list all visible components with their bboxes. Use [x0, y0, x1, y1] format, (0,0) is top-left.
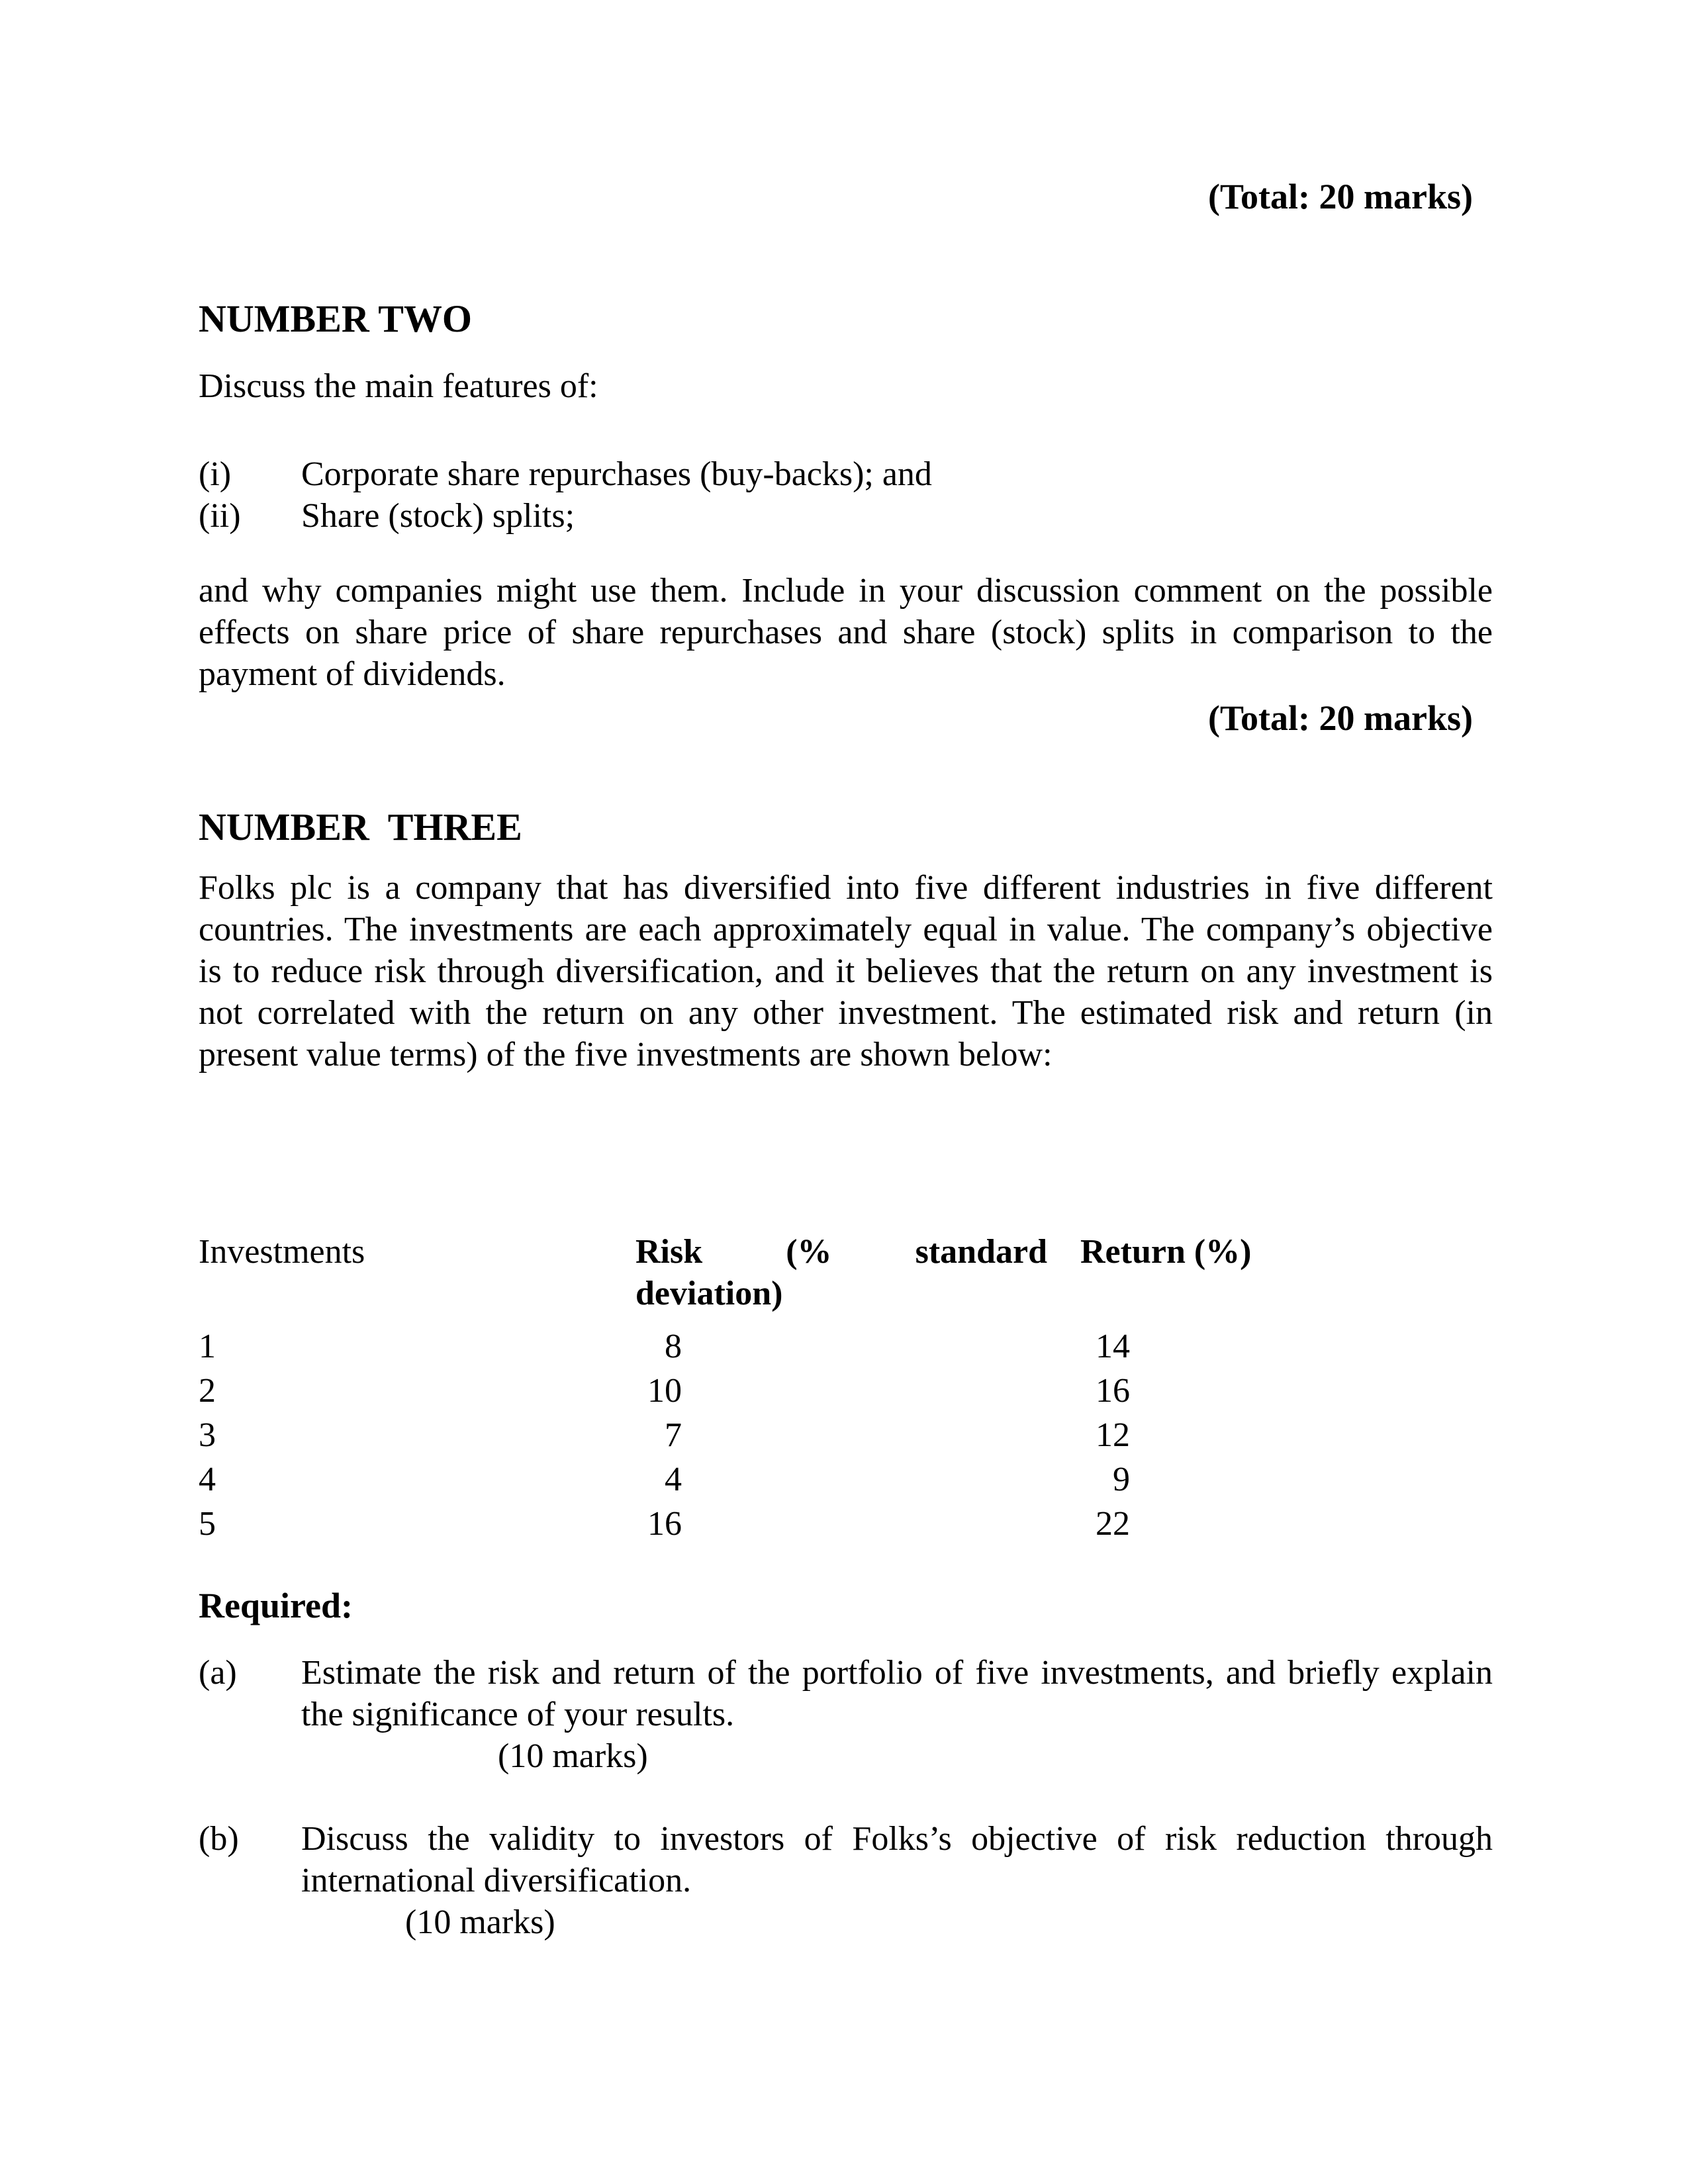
header-risk: Risk (% standard deviation) — [635, 1233, 1047, 1312]
required-item-a-text: Estimate the risk and return of the portfolio of five investments, and briefly explain the significance of your results. — [301, 1654, 1493, 1733]
required-heading: Required: — [199, 1586, 353, 1625]
cell-return — [1047, 1502, 1493, 1546]
investments-table-rows — [199, 1324, 1493, 1546]
cell-investment: 2 — [199, 1372, 216, 1410]
required-item-a-label: (a) — [199, 1654, 237, 1692]
heading-number-three: NUMBER THREE — [199, 805, 522, 848]
required-item-a — [199, 1652, 1493, 1777]
risk-value: 10 — [647, 1372, 682, 1410]
investments-table-header — [199, 1231, 1493, 1314]
return-value: 12 — [1096, 1416, 1130, 1454]
list-item-i-label: (i) — [199, 455, 232, 493]
risk-value: 8 — [665, 1328, 682, 1365]
intro-text: Discuss the main features of: — [199, 367, 598, 405]
cell-return — [1047, 1324, 1493, 1369]
table-row — [199, 1413, 1493, 1457]
table-row — [199, 1324, 1493, 1369]
cell-investment: 5 — [199, 1505, 216, 1543]
required-item-a-body — [301, 1652, 1493, 1777]
return-value: 9 — [1113, 1461, 1130, 1498]
header-return: Return (%) — [1080, 1233, 1252, 1271]
cell-investment: 4 — [199, 1461, 216, 1498]
cell-risk — [635, 1324, 1047, 1369]
cell-return — [1047, 1369, 1493, 1413]
required-item-b-text: Discuss the validity to investors of Folks’s objective of risk reduction through international diversification. — [301, 1820, 1493, 1899]
cell-risk — [635, 1413, 1047, 1457]
cell-risk — [635, 1502, 1047, 1546]
header-investments: Investments — [199, 1233, 365, 1271]
roman-list — [199, 453, 1493, 537]
cell-investment: 3 — [199, 1416, 216, 1454]
required-item-b — [199, 1818, 1493, 1943]
cell-risk — [635, 1457, 1047, 1502]
list-item-ii — [199, 495, 1493, 537]
list-item-ii-label: (ii) — [199, 497, 241, 535]
list-item-i — [199, 453, 1493, 495]
return-value: 16 — [1096, 1372, 1130, 1410]
required-item-b-label: (b) — [199, 1820, 239, 1858]
investments-table — [199, 1231, 1493, 1546]
table-row — [199, 1369, 1493, 1413]
cell-risk — [635, 1369, 1047, 1413]
total-marks-line-two: (Total: 20 marks) — [1208, 698, 1473, 738]
required-item-a-marks: (10 marks) — [498, 1737, 648, 1775]
list-item-i-text: Corporate share repurchases (buy-backs); and — [301, 455, 932, 493]
risk-value: 16 — [647, 1505, 682, 1543]
required-item-b-marks: (10 marks) — [405, 1903, 555, 1941]
number-two-paragraph: and why companies might use them. Include in your discussion comment on the possible effects on share price of share repurchases and share (stock) splits in comparison to the payment of dividends. — [199, 572, 1493, 693]
cell-return — [1047, 1413, 1493, 1457]
cell-return — [1047, 1457, 1493, 1502]
risk-value: 4 — [665, 1461, 682, 1498]
total-marks-line-top: (Total: 20 marks) — [1208, 177, 1473, 216]
number-three-paragraph: Folks plc is a company that has diversified into five different industries in five different countries. The investments are each approximately equal in value. The company’s objective is to reduce risk through diversification, and it believes that the return on any investment is not correlated with the return on any other investment. The estimated risk and return (in present value terms) of the five investments are shown below: — [199, 869, 1493, 1073]
heading-number-two: NUMBER TWO — [199, 297, 473, 340]
cell-investment: 1 — [199, 1328, 216, 1365]
table-row — [199, 1457, 1493, 1502]
list-item-ii-text: Share (stock) splits; — [301, 497, 575, 535]
risk-value: 7 — [665, 1416, 682, 1454]
required-item-b-body — [301, 1818, 1493, 1943]
return-value: 14 — [1096, 1328, 1130, 1365]
return-value: 22 — [1096, 1505, 1130, 1543]
table-row — [199, 1502, 1493, 1546]
